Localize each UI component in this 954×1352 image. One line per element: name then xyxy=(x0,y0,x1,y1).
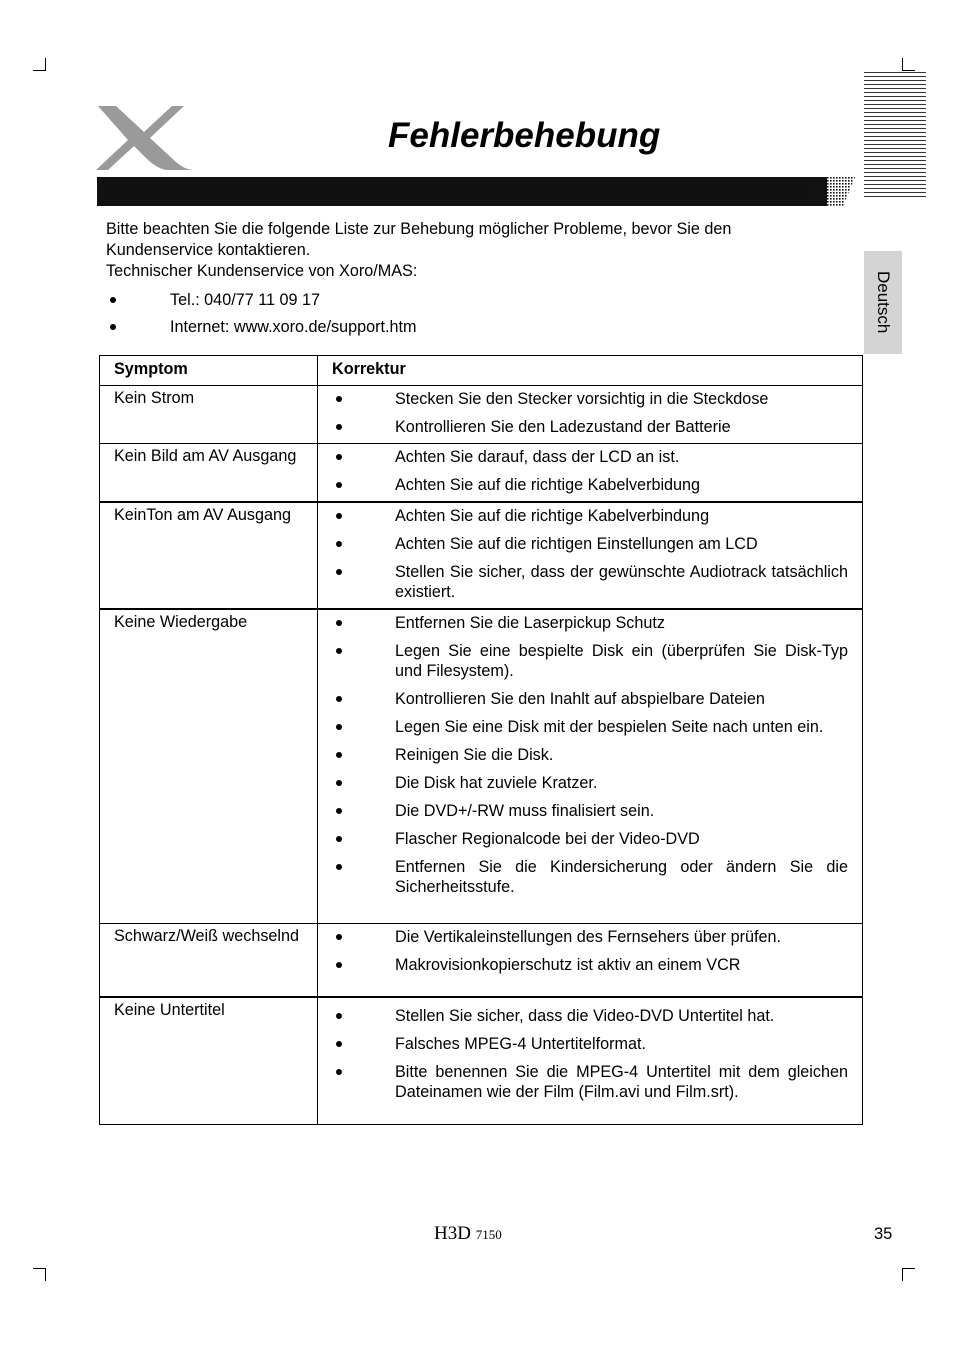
header-symptom: Symptom xyxy=(100,356,318,386)
contact-list xyxy=(106,287,836,341)
table-row xyxy=(100,386,863,444)
page-title: Fehlerbehebung xyxy=(388,116,661,155)
correction-cell xyxy=(318,609,863,924)
correction-cell xyxy=(318,502,863,609)
correction-item: Bitte benennen Sie die MPEG-4 Untertitel mit dem gleichen Dateinamen wie der Film (Film.avi und Film.srt). xyxy=(332,1062,848,1103)
troubleshooting-table xyxy=(99,355,863,1125)
symptom-cell: Keine Wiedergabe xyxy=(100,609,318,924)
contact-phone: Tel.: 040/77 11 09 17 xyxy=(106,287,836,314)
table-row xyxy=(100,924,863,997)
title-bar xyxy=(97,177,825,206)
correction-cell xyxy=(318,386,863,444)
contact-internet: Internet: www.xoro.de/support.htm xyxy=(106,314,836,341)
correction-cell xyxy=(318,924,863,997)
table-row xyxy=(100,502,863,609)
header-correction: Korrektur xyxy=(318,356,863,386)
correction-item: Achten Sie auf die richtige Kabelverbindung xyxy=(332,506,848,527)
footer-model-name xyxy=(434,1223,502,1245)
correction-item: Makrovisionkopierschutz ist aktiv an einem VCR xyxy=(332,955,848,976)
language-tab xyxy=(864,251,902,354)
service-heading: Technischer Kundenservice von Xoro/MAS: xyxy=(106,262,418,280)
correction-item: Falsches MPEG-4 Untertitelformat. xyxy=(332,1034,848,1055)
correction-item: Achten Sie darauf, dass der LCD an ist. xyxy=(332,447,848,468)
intro-paragraph: Bitte beachten Sie die folgende Liste zur Behebung möglicher Probleme, bevor Sie den Kundenservice kontaktieren. xyxy=(106,220,732,259)
symptom-cell: Schwarz/Weiß wechselnd xyxy=(100,924,318,997)
correction-cell xyxy=(318,444,863,502)
table-row xyxy=(100,997,863,1125)
correction-item: Entfernen Sie die Laserpickup Schutz xyxy=(332,613,848,634)
table-header-row xyxy=(100,356,863,386)
table-row xyxy=(100,444,863,502)
correction-item: Stellen Sie sicher, dass der gewünschte Audiotrack tatsächlich existiert. xyxy=(332,562,848,603)
xoro-x-logo-icon xyxy=(94,106,194,172)
correction-item: Reinigen Sie die Disk. xyxy=(332,745,848,766)
correction-item: Achten Sie auf die richtige Kabelverbidung xyxy=(332,475,848,496)
correction-item: Stellen Sie sicher, dass die Video-DVD Untertitel hat. xyxy=(332,1006,848,1027)
crop-mark-top-right xyxy=(902,58,915,71)
title-bar-dot-pattern xyxy=(815,177,855,206)
table-row xyxy=(100,609,863,924)
symptom-cell: Kein Bild am AV Ausgang xyxy=(100,444,318,502)
correction-item: Legen Sie eine bespielte Disk ein (überprüfen Sie Disk-Typ und Filesystem). xyxy=(332,641,848,682)
correction-item: Kontrollieren Sie den Inahlt auf abspielbare Dateien xyxy=(332,689,848,710)
correction-cell xyxy=(318,997,863,1125)
correction-item: Flascher Regionalcode bei der Video-DVD xyxy=(332,829,848,850)
decorative-stripes xyxy=(864,72,926,200)
symptom-cell: Keine Untertitel xyxy=(100,997,318,1125)
correction-item: Entfernen Sie die Kindersicherung oder ändern Sie die Sicherheitsstufe. xyxy=(332,857,848,898)
correction-item: Die DVD+/-RW muss finalisiert sein. xyxy=(332,801,848,822)
correction-item: Stecken Sie den Stecker vorsichtig in die Steckdose xyxy=(332,389,848,410)
model-number: 7150 xyxy=(475,1227,502,1242)
crop-mark-bottom-left xyxy=(33,1268,46,1281)
correction-item: Kontrollieren Sie den Ladezustand der Batterie xyxy=(332,417,848,438)
correction-item: Die Disk hat zuviele Kratzer. xyxy=(332,773,848,794)
model-prefix: H3D xyxy=(434,1223,471,1244)
language-tab-label: Deutsch xyxy=(874,271,893,334)
crop-mark-top-left xyxy=(33,58,46,71)
correction-item: Achten Sie auf die richtigen Einstellungen am LCD xyxy=(332,534,848,555)
correction-item: Legen Sie eine Disk mit der bespielen Seite nach unten ein. xyxy=(332,717,848,738)
correction-item: Die Vertikaleinstellungen des Fernsehers über prüfen. xyxy=(332,927,848,948)
symptom-cell: KeinTon am AV Ausgang xyxy=(100,502,318,609)
crop-mark-bottom-right xyxy=(902,1268,915,1281)
symptom-cell: Kein Strom xyxy=(100,386,318,444)
page-number: 35 xyxy=(874,1225,893,1243)
intro-section xyxy=(106,219,836,341)
